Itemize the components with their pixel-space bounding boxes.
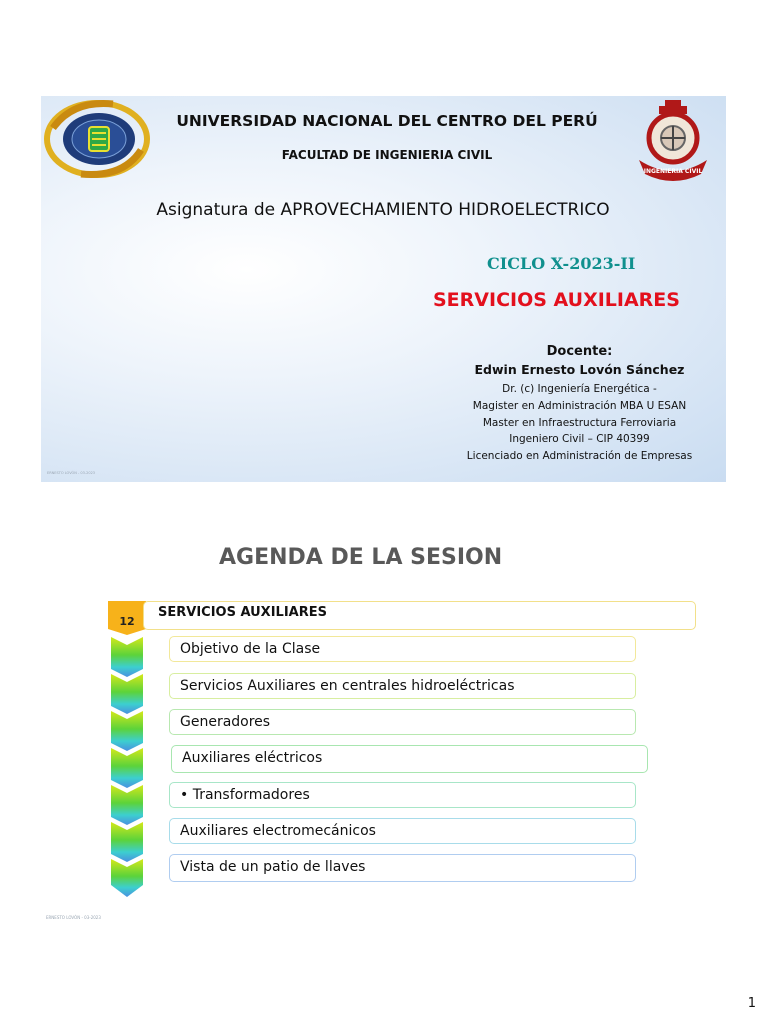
docente-label: Docente: xyxy=(546,344,613,359)
credential-line: Dr. (c) Ingeniería Energética - xyxy=(502,383,657,395)
credential-line: Licenciado en Administración de Empresas xyxy=(466,450,693,463)
agenda-item xyxy=(171,745,648,773)
subject-prefix: Asignatura de xyxy=(156,200,281,220)
subject-name: APROVECHAMIENTO HIDROELECTRICO xyxy=(280,200,610,220)
docente-block xyxy=(437,344,722,465)
agenda-item-label: Auxiliares electromecánicos xyxy=(180,823,376,839)
agenda-item-label: Generadores xyxy=(180,714,271,730)
slide-footer: ERNESTO LOVÓN - 03-2023 xyxy=(46,915,101,920)
chevron-arrows-icon xyxy=(106,599,148,899)
credential-line: Ingeniero Civil – CIP 40399 xyxy=(509,433,650,446)
agenda-item xyxy=(169,709,636,735)
cycle-label: CICLO X-2023-II xyxy=(487,254,636,273)
agenda-main-label: SERVICIOS AUXILIARES xyxy=(158,605,327,620)
agenda-item xyxy=(169,636,636,662)
university-name: UNIVERSIDAD NACIONAL DEL CENTRO DEL PERÚ xyxy=(176,112,598,130)
agenda-item xyxy=(169,818,636,844)
page-number: 1 xyxy=(747,996,756,1011)
agenda-item xyxy=(169,673,636,699)
subject-line xyxy=(73,200,693,220)
credential-line: Magister en Administración MBA U ESAN xyxy=(472,399,687,412)
agenda-item xyxy=(169,782,636,808)
agenda-item-label: Vista de un patio de llaves xyxy=(180,859,366,875)
faculty-logo-text: INGENIERIA CIVIL xyxy=(643,168,703,175)
agenda-title: AGENDA DE LA SESION xyxy=(219,545,503,570)
agenda-item-label: Servicios Auxiliares en centrales hidroeléctricas xyxy=(180,678,515,694)
agenda-main-item xyxy=(143,601,696,630)
agenda-item-label: Objetivo de la Clase xyxy=(180,641,321,657)
docente-name: Edwin Ernesto Lovón Sánchez xyxy=(474,362,685,377)
topic-title: SERVICIOS AUXILIARES xyxy=(433,289,680,311)
faculty-name: FACULTAD DE INGENIERIA CIVIL xyxy=(281,148,493,162)
title-slide xyxy=(41,96,726,482)
university-logo-icon xyxy=(43,98,151,180)
session-number: 12 xyxy=(119,615,135,628)
agenda-item-label: Auxiliares eléctricos xyxy=(182,750,323,766)
agenda-item-label: • Transformadores xyxy=(180,787,310,803)
credential-line: Master en Infraestructura Ferroviaria xyxy=(482,416,677,429)
agenda-item xyxy=(169,854,636,882)
slide-footer: ERNESTO LOVÓN - 03-2023 xyxy=(47,471,96,475)
